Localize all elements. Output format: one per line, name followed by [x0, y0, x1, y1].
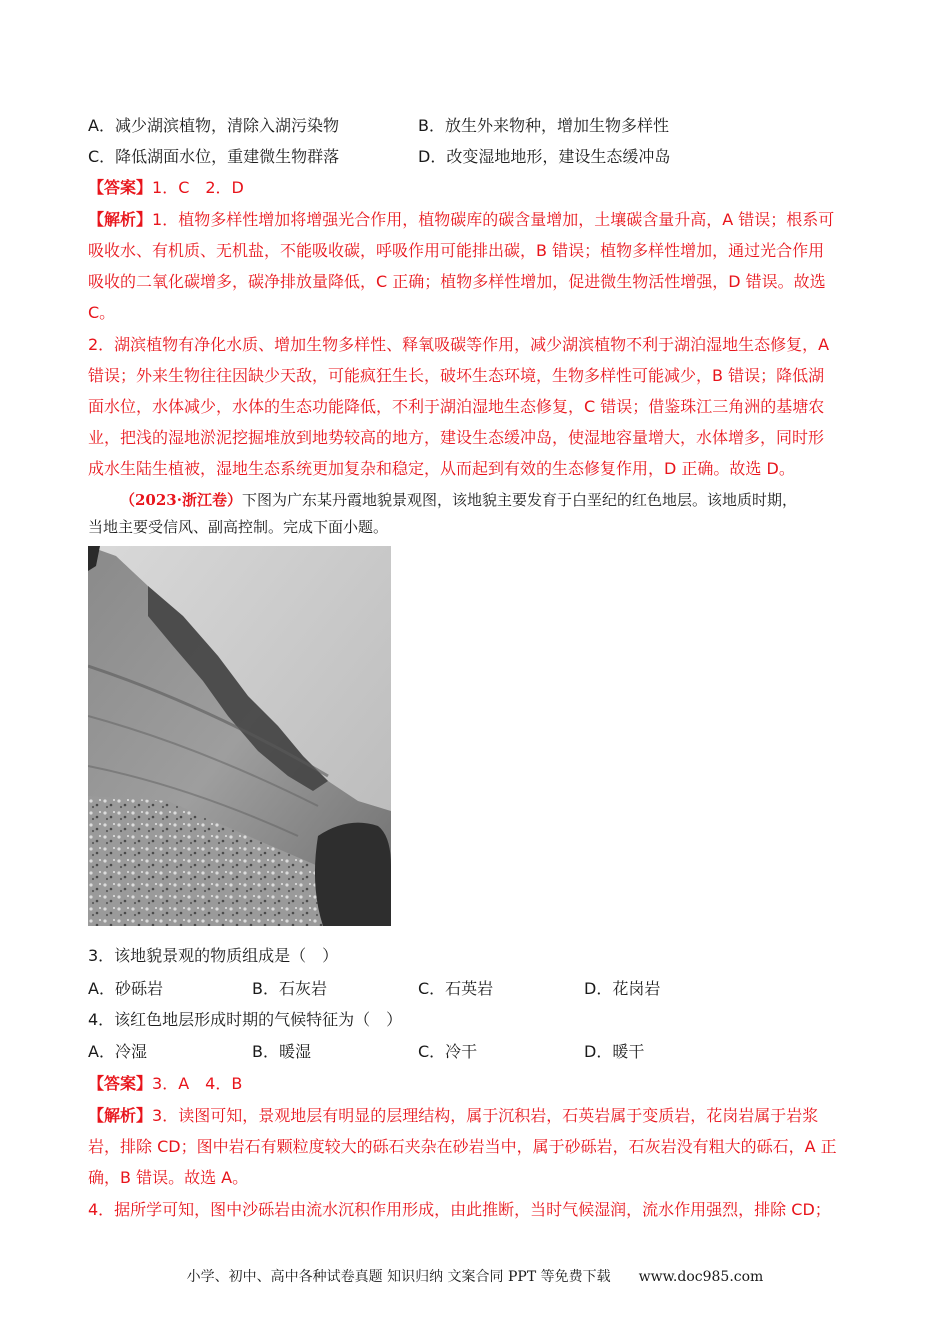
option-a: A．减少湖滨植物，清除入湖污染物	[88, 116, 339, 135]
analysis-line: 业，把浅的湿地淤泥挖掘堆放到地势较高的地方，建设生态缓冲岛，使湿地容量增大，水体增多，同时形	[88, 428, 825, 447]
option-b: B．放生外来物种，增加生物多样性	[418, 116, 669, 135]
question-4-stem: 4．该红色地层形成时期的气候特征为（ ）	[88, 1010, 403, 1029]
analysis-line: 4．据所学可知，图中沙砾岩由流水沉积作用形成，由此推断，当时气候湿润，流水作用强烈，排除 CD；	[88, 1200, 831, 1219]
page-footer: 小学、初中、高中各种试卷真题 知识归纳 文案合同 PPT 等免费下载 www.doc985.com	[186, 1269, 764, 1285]
analysis-line: 【解析】1．植物多样性增加将增强光合作用，植物碳库的碳含量增加，土壤碳含量升高，A 错误；根系可	[88, 210, 835, 229]
answer-block-1	[88, 178, 244, 198]
analysis-line: 岩，排除 CD；图中岩石有颗粒度较大的砾石夹杂在砂岩当中，属于砂砾岩，石灰岩没有粗大的砾石，A 正	[88, 1137, 837, 1156]
q3-option-a: A．砂砾岩	[88, 979, 163, 998]
question-intro: （2023·浙江卷）下图为广东某丹霞地貌景观图，该地貌主要发育于白垩纪的红色地层。该地质时期，	[120, 491, 797, 509]
q3-option-b: B．石灰岩	[252, 979, 327, 998]
q4-option-b: B．暖湿	[252, 1042, 311, 1061]
analysis-label: 【解析】	[88, 1106, 153, 1125]
option-c: C．降低湖面水位，重建微生物群落	[88, 147, 340, 166]
analysis-label: 【解析】	[88, 210, 153, 229]
question-intro-cont: 当地主要受信风、副高控制。完成下面小题。	[88, 518, 389, 536]
analysis-line: 【解析】3．读图可知，景观地层有明显的层理结构，属于沉积岩，石英岩属于变质岩，花岗岩属于岩浆	[88, 1106, 819, 1125]
analysis-line: 2．湖滨植物有净化水质、增加生物多样性、释氧吸碳等作用，减少湖滨植物不利于湖泊湿地生态修复，A	[88, 335, 830, 354]
analysis-line: 错误；外来生物往往因缺少天敌，可能疯狂生长，破坏生态环境，生物多样性可能减少，B 错误；降低湖	[88, 366, 825, 385]
answer-text: 3．A 4．B	[152, 1074, 243, 1093]
danxia-landform-photo	[88, 546, 391, 926]
analysis-line: 面水位，水体减少，水体的生态功能降低，不利于湖泊湿地生态修复，C 错误；借鉴珠江三角洲的基塘农	[88, 397, 825, 416]
q3-option-c: C．石英岩	[418, 979, 494, 998]
analysis-line: 确，B 错误。故选 A。	[88, 1168, 249, 1187]
answer-block-2	[88, 1074, 242, 1094]
analysis-line: C。	[88, 303, 116, 322]
q4-option-d: D．暖干	[584, 1042, 645, 1061]
q3-option-d: D．花岗岩	[584, 979, 661, 998]
analysis-line: 吸收水、有机质、无机盐，不能吸收碳，呼吸作用可能排出碳，B 错误；植物多样性增加，通过光合作用	[88, 241, 825, 260]
analysis-line: 成水生陆生植被，湿地生态系统更加复杂和稳定，从而起到有效的生态修复作用，D 正确。故选 D。	[88, 459, 795, 478]
answer-label: 【答案】	[88, 178, 153, 197]
q4-option-a: A．冷湿	[88, 1042, 147, 1061]
answer-text: 1．C 2．D	[152, 178, 244, 197]
option-d: D．改变湿地地形，建设生态缓冲岛	[418, 147, 671, 166]
answer-label: 【答案】	[88, 1074, 153, 1093]
q4-option-c: C．冷干	[418, 1042, 478, 1061]
source-tag: （2023·浙江卷）	[120, 491, 242, 509]
analysis-line: 吸收的二氧化碳增多，碳净排放量降低，C 正确；植物多样性增加，促进微生物活性增强，D 错误。故选	[88, 272, 826, 291]
question-3-stem: 3．该地貌景观的物质组成是（ ）	[88, 946, 339, 965]
